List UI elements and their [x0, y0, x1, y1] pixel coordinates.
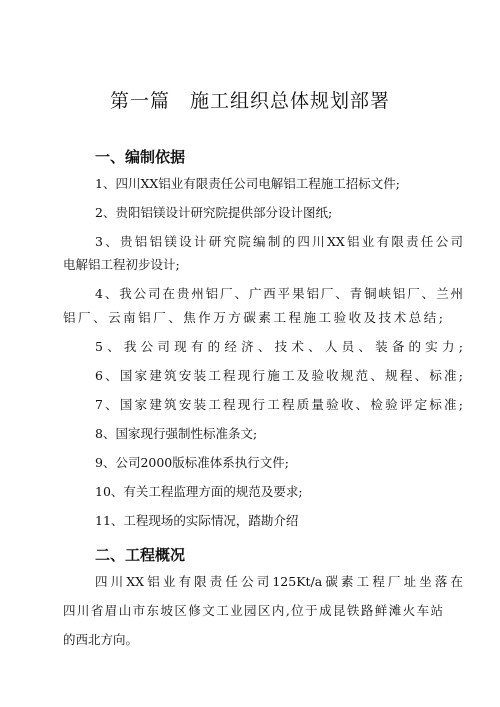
basis-item: 5、我公司现有的经济、技术、人员、装备的实力; — [95, 339, 463, 354]
overview-paragraph-line: 的西北方向。 — [63, 632, 139, 647]
basis-item: 7、国家建筑安装工程现行工程质量验收、检验评定标准; — [95, 397, 463, 412]
section-heading-overview: 二、工程概况 — [95, 546, 186, 564]
basis-item: 2、贵阳铝镁设计研究院提供部分设计图纸; — [95, 205, 333, 220]
basis-item: 8、国家现行强制性标准条文; — [95, 426, 258, 441]
basis-item-continuation: 铝厂、云南铝厂、焦作万方碳素工程施工验收及技术总结; — [63, 310, 443, 325]
section-heading-basis: 一、编制依据 — [95, 148, 186, 166]
basis-item: 6、国家建筑安装工程现行施工及验收规范、规程、标准; — [95, 368, 463, 383]
basis-item: 10、有关工程监理方面的规范及要求; — [95, 484, 303, 499]
basis-item: 3、贵铝铝镁设计研究院编制的四川XX铝业有限责任公司 — [95, 234, 463, 249]
basis-item: 1、四川XX铝业有限责任公司电解铝工程施工招标文件; — [95, 176, 400, 191]
basis-item: 4、我公司在贵州铝厂、广西平果铝厂、青铜峡铝厂、兰州 — [95, 286, 463, 301]
basis-item-continuation: 电解铝工程初步设计; — [63, 257, 180, 272]
basis-item: 11、工程现场的实际情况，踏勘介绍 — [95, 513, 299, 528]
basis-item: 9、公司2000版标准体系执行文件; — [95, 455, 289, 470]
overview-paragraph-line: 四川省眉山市东坡区修文工业园区内,位于成昆铁路鲜滩火车站 — [63, 603, 443, 618]
document-title: 第一篇 施工组织总体规划部署 — [109, 90, 390, 112]
overview-paragraph-line: 四川XX铝业有限责任公司125Kt/a碳素工程厂址坐落在 — [95, 574, 463, 589]
